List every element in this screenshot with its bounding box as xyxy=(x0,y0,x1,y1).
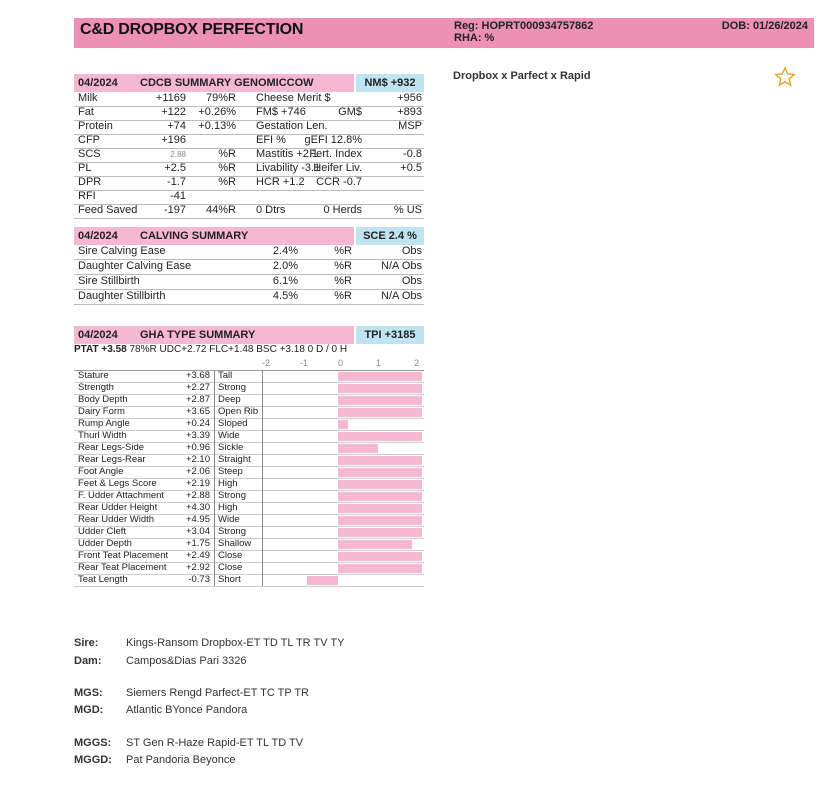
type-title: GHA TYPE SUMMARY xyxy=(140,329,256,341)
genomic-cell: Mastitis +2.1 xyxy=(256,148,319,160)
tpi-value: TPI +3185 xyxy=(356,326,424,344)
trait-name: Udder Cleft xyxy=(78,526,127,537)
genomic-cell: GM$ xyxy=(338,106,362,118)
calving-cell: Sire Stillbirth xyxy=(78,275,140,287)
trait-value: +2.49 xyxy=(185,550,210,561)
genomic-cell: Gestation Len. xyxy=(256,120,328,132)
genomic-cell: +1169 xyxy=(155,92,186,104)
calving-row xyxy=(74,290,424,305)
trait-name: Strength xyxy=(78,382,114,393)
trait-name: Dairy Form xyxy=(78,406,125,417)
genomic-cell: -41 xyxy=(170,190,186,202)
trait-name: Rear Legs-Rear xyxy=(78,454,146,465)
trait-name: Rump Angle xyxy=(78,418,130,429)
pedigree-row xyxy=(74,704,474,718)
trait-name: Foot Angle xyxy=(78,466,124,477)
calving-row xyxy=(74,260,424,275)
calving-cell: 2.4% xyxy=(272,245,298,257)
genomic-row xyxy=(74,148,424,163)
genomic-cell: 79%R xyxy=(206,92,236,104)
trait-value: -0.73 xyxy=(188,574,210,585)
calving-cell: 6.1% xyxy=(272,275,298,287)
genomic-cell: EFI % xyxy=(256,134,286,146)
trait-name: Front Teat Placement xyxy=(78,550,169,561)
trait-desc: Strong xyxy=(218,490,246,501)
trait-name: Thurl Width xyxy=(78,430,127,441)
genomic-row xyxy=(74,134,424,149)
trait-bar xyxy=(338,492,422,501)
genomic-title: CDCB SUMMARY GENOMICCOW xyxy=(140,77,314,89)
calving-cell: Sire Calving Ease xyxy=(78,245,166,257)
genomic-row xyxy=(74,176,424,191)
genomic-cell: MSP xyxy=(398,120,422,132)
type-scale xyxy=(74,356,424,371)
rha-value: RHA: % xyxy=(454,32,495,44)
trait-desc: High xyxy=(218,502,238,513)
genomic-cell: % US xyxy=(393,204,422,216)
genomic-cell: -1.7 xyxy=(167,176,186,188)
mating-line: Dropbox x Parfect x Rapid xyxy=(453,70,591,82)
genomic-cell: +196 xyxy=(161,134,186,146)
scale-tick-label: -2 xyxy=(262,358,271,368)
calving-row xyxy=(74,275,424,290)
genomic-cell: Feed Saved xyxy=(78,204,138,216)
trait-name: Stature xyxy=(78,370,109,381)
pedigree-value: ST Gen R-Haze Rapid-ET TL TD TV xyxy=(126,737,304,749)
nm-dollar-value: NM$ +932 xyxy=(356,74,424,92)
genomic-cell: RFI xyxy=(78,190,96,202)
trait-name: Udder Depth xyxy=(78,538,132,549)
calving-title: CALVING SUMMARY xyxy=(140,230,249,242)
genomic-cell: Heifer Liv. xyxy=(313,162,362,174)
trait-bar xyxy=(338,552,422,561)
trait-desc: Shallow xyxy=(218,538,252,549)
animal-name: C&D DROPBOX PERFECTION xyxy=(80,21,304,38)
trait-desc: Open Rib xyxy=(218,406,259,417)
type-trait-row xyxy=(74,574,424,587)
trait-desc: Straight xyxy=(218,454,251,465)
ptat-line xyxy=(74,344,424,355)
calving-cell: %R xyxy=(334,290,352,302)
genomic-cell: gEFI 12.8% xyxy=(304,134,362,146)
trait-bar xyxy=(338,396,422,405)
ptat-details: 78%R UDC+2.72 FLC+1.48 BSC +3.18 0 D / 0 H xyxy=(129,344,348,355)
genomic-cell: +122 xyxy=(161,106,186,118)
pedigree-value: Campos&Dias Pari 3326 xyxy=(126,655,247,667)
trait-name: Feet & Legs Score xyxy=(78,478,157,489)
genomic-summary-header xyxy=(74,74,424,92)
scale-tick-label: 0 xyxy=(338,358,344,368)
calving-cell: N/A Obs xyxy=(381,260,422,272)
trait-bar xyxy=(338,456,422,465)
genomic-cell: %R xyxy=(218,162,236,174)
genomic-cell: +893 xyxy=(397,106,422,118)
trait-desc: Steep xyxy=(218,466,243,477)
trait-desc: Close xyxy=(218,562,243,573)
trait-desc: Deep xyxy=(218,394,241,405)
trait-bar xyxy=(338,480,422,489)
trait-bar xyxy=(338,384,422,393)
trait-bar xyxy=(338,564,422,573)
animal-header xyxy=(74,18,814,48)
scale-tick-label: -1 xyxy=(300,358,309,368)
pedigree-row xyxy=(74,637,474,651)
trait-bar xyxy=(338,504,422,513)
genomic-cell: 0 Dtrs xyxy=(256,204,286,216)
pedigree-value: Atlantic BYonce Pandora xyxy=(126,704,248,716)
genomic-row xyxy=(74,190,424,205)
genomic-cell: %R xyxy=(218,176,236,188)
pedigree-label: MGD: xyxy=(74,704,104,716)
genomic-cell: Protein xyxy=(78,120,113,132)
trait-value: +3.39 xyxy=(185,430,210,441)
genomic-cell: +0.26% xyxy=(198,106,236,118)
trait-value: +2.87 xyxy=(185,394,210,405)
trait-value: +2.19 xyxy=(185,478,210,489)
genomic-cell: +0.13% xyxy=(198,120,236,132)
calving-cell: N/A Obs xyxy=(381,290,422,302)
genomic-row xyxy=(74,120,424,135)
sce-value: SCE 2.4 % xyxy=(356,227,424,245)
trait-desc: Tall xyxy=(218,370,233,381)
calving-cell: 4.5% xyxy=(272,290,298,302)
pedigree-label: Dam: xyxy=(74,655,102,667)
trait-value: +4.30 xyxy=(185,502,210,513)
pedigree-row xyxy=(74,737,474,751)
calving-cell: %R xyxy=(334,260,352,272)
genomic-cell: -0.8 xyxy=(403,148,422,160)
calving-cell: 2.0% xyxy=(272,260,298,272)
trait-desc: Short xyxy=(218,574,241,585)
trait-value: +2.06 xyxy=(185,466,210,477)
calving-cell: Daughter Stillbirth xyxy=(78,290,166,302)
trait-value: +3.65 xyxy=(185,406,210,417)
pedigree-row xyxy=(74,687,474,701)
calving-date: 04/2024 xyxy=(78,230,118,242)
trait-desc: Strong xyxy=(218,526,246,537)
trait-name: Rear Udder Width xyxy=(78,514,155,525)
registration-info xyxy=(454,20,593,44)
genomic-cell: SCS xyxy=(78,148,101,160)
calving-cell: %R xyxy=(334,275,352,287)
trait-bar xyxy=(338,516,422,525)
star-outline-icon[interactable] xyxy=(774,66,796,88)
trait-bar xyxy=(338,468,422,477)
pedigree-value: Kings-Ransom Dropbox-ET TD TL TR TV TY xyxy=(126,637,345,649)
calving-summary-header xyxy=(74,227,424,245)
genomic-cell: -197 xyxy=(163,204,186,216)
type-summary-header xyxy=(74,326,424,344)
type-separator-1 xyxy=(214,370,215,586)
pedigree-value: Siemers Rengd Parfect-ET TC TP TR xyxy=(126,687,309,699)
trait-value: +2.88 xyxy=(185,490,210,501)
trait-bar xyxy=(338,420,348,429)
trait-value: +2.92 xyxy=(185,562,210,573)
genomic-cell: PL xyxy=(78,162,92,174)
trait-desc: Strong xyxy=(218,382,246,393)
genomic-cell: Livability -3.1 xyxy=(256,162,321,174)
genomic-cell: +0.5 xyxy=(400,162,422,174)
trait-value: +2.10 xyxy=(185,454,210,465)
genomic-row xyxy=(74,204,424,219)
registration-number: Reg: HOPRT000934757862 xyxy=(454,20,594,32)
trait-name: Rear Legs-Side xyxy=(78,442,145,453)
scale-tick-label: 1 xyxy=(376,358,382,368)
genomic-row xyxy=(74,92,424,107)
genomic-cell: 44%R xyxy=(206,204,236,216)
trait-desc: Sickle xyxy=(218,442,244,453)
trait-desc: Wide xyxy=(218,514,240,525)
genomic-row xyxy=(74,162,424,177)
genomic-date: 04/2024 xyxy=(78,77,118,89)
trait-desc: Wide xyxy=(218,430,240,441)
trait-value: +4.95 xyxy=(185,514,210,525)
trait-value: +2.27 xyxy=(185,382,210,393)
trait-name: Rear Teat Placement xyxy=(78,562,167,573)
genomic-row xyxy=(74,106,424,121)
genomic-cell: +74 xyxy=(167,120,186,132)
genomic-cell: 2.88 xyxy=(170,150,186,159)
genomic-cell: 0 Herds xyxy=(323,204,362,216)
trait-value: +1.75 xyxy=(185,538,210,549)
trait-bar xyxy=(338,432,422,441)
trait-desc: Close xyxy=(218,550,243,561)
trait-bar xyxy=(338,528,422,537)
ptat-label: PTAT xyxy=(74,344,99,355)
trait-name: Rear Udder Height xyxy=(78,502,158,513)
pedigree-label: MGGD: xyxy=(74,754,112,766)
trait-bar xyxy=(307,576,338,585)
genomic-cell: Cheese Merit $ xyxy=(256,92,331,104)
pedigree-label: MGGS: xyxy=(74,737,112,749)
type-date: 04/2024 xyxy=(78,329,118,341)
trait-bar xyxy=(338,372,422,381)
scale-tick-label: 2 xyxy=(414,358,420,368)
trait-value: +0.96 xyxy=(185,442,210,453)
trait-desc: Sloped xyxy=(218,418,248,429)
calving-cell: Obs xyxy=(401,275,422,287)
pedigree-label: MGS: xyxy=(74,687,103,699)
calving-cell: %R xyxy=(334,245,352,257)
type-separator-2 xyxy=(262,370,263,586)
trait-value: +3.04 xyxy=(185,526,210,537)
calving-cell: Obs xyxy=(401,245,422,257)
genomic-cell: Milk xyxy=(78,92,98,104)
genomic-cell: Fat xyxy=(78,106,94,118)
pedigree-value: Pat Pandoria Beyonce xyxy=(126,754,236,766)
trait-value: +3.68 xyxy=(185,370,210,381)
genomic-cell: FM$ +746 xyxy=(256,106,306,118)
genomic-cell: Fert. Index xyxy=(309,148,362,160)
pedigree-row xyxy=(74,655,474,669)
genomic-cell: HCR +1.2 xyxy=(256,176,305,188)
date-of-birth: DOB: 01/26/2024 xyxy=(721,20,808,32)
genomic-cell: +956 xyxy=(397,92,422,104)
calving-cell: Daughter Calving Ease xyxy=(78,260,192,272)
trait-bar xyxy=(338,540,412,549)
trait-desc: High xyxy=(218,478,238,489)
genomic-cell: DPR xyxy=(78,176,102,188)
genomic-cell: %R xyxy=(218,148,236,160)
trait-value: +0.24 xyxy=(185,418,210,429)
trait-name: Teat Length xyxy=(78,574,128,585)
ptat-value: +3.58 xyxy=(101,344,127,355)
genomic-cell: CFP xyxy=(78,134,100,146)
genomic-cell: +2.5 xyxy=(164,162,186,174)
pedigree-label: Sire: xyxy=(74,637,99,649)
trait-name: F. Udder Attachment xyxy=(78,490,165,501)
trait-name: Body Depth xyxy=(78,394,128,405)
trait-bar xyxy=(338,444,378,453)
trait-bar xyxy=(338,408,422,417)
genomic-cell: CCR -0.7 xyxy=(316,176,362,188)
calving-row xyxy=(74,245,424,260)
pedigree-row xyxy=(74,754,474,768)
